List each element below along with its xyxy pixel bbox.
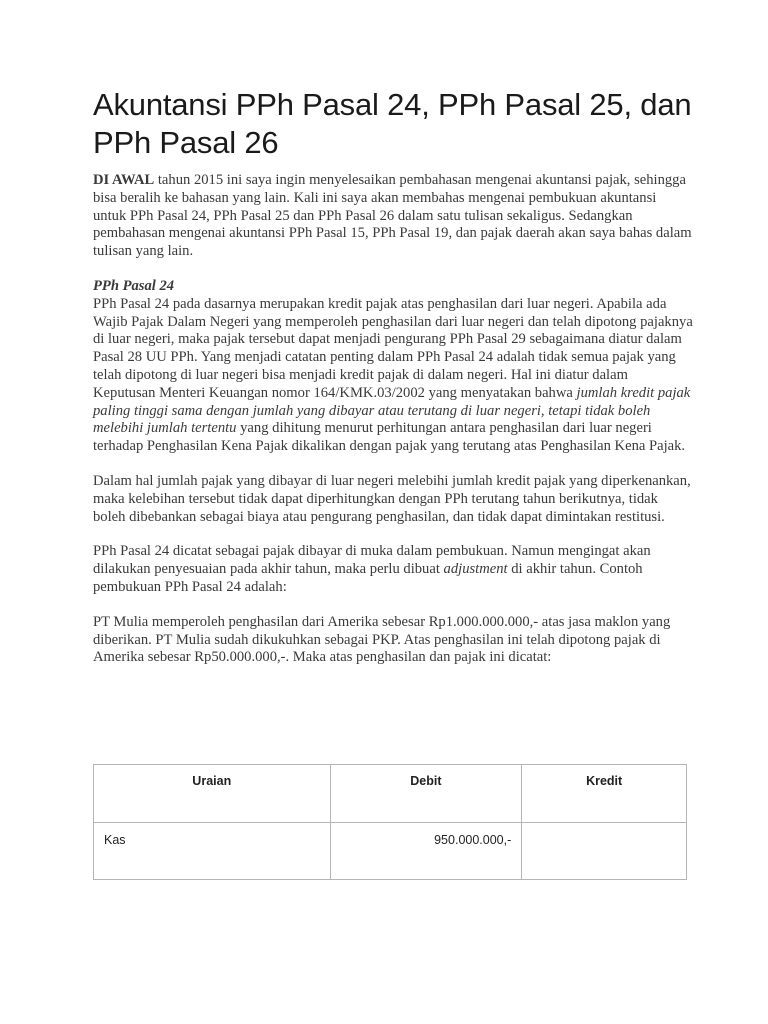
pasal24-p3-italic: adjustment [443, 561, 508, 578]
header-debit: Debit [330, 765, 522, 823]
cell-uraian: Kas [94, 823, 331, 880]
journal-table [93, 764, 687, 880]
intro-paragraph [93, 172, 693, 261]
table-row [94, 823, 687, 880]
header-uraian: Uraian [94, 765, 331, 823]
header-kredit: Kredit [522, 765, 687, 823]
page-title: Akuntansi PPh Pasal 24, PPh Pasal 25, dan PPh Pasal 26 [93, 87, 692, 160]
pasal24-p3-text-end: di akhir tahun. Contoh pembukuan PPh Pasal 24 adalah: [93, 561, 643, 595]
document-page [93, 86, 693, 847]
section-heading-pph-pasal-24: PPh Pasal 24 [93, 277, 175, 294]
pasal24-p1-italic: jumlah kredit pajak paling tinggi sama dengan jumlah yang dibayar atau terutang di luar negeri, tetapi tidak boleh melebihi jumlah tertentu [93, 384, 691, 437]
pasal24-paragraph-2: Dalam hal jumlah pajak yang dibayar di luar negeri melebihi jumlah kredit pajak yang diperkenankan, maka kelebihan tersebut tidak dapat diperhitungkan dengan PPh terutang tahun berikutnya, tidak boleh dibebankan sebagai biaya atau pengurang penghasilan, dan tidak dapat dimintakan restitusi. [93, 472, 691, 525]
intro-text: tahun 2015 ini saya ingin menyelesaikan pembahasan mengenai akuntansi pajak, sehingga bisa beralih ke bahasan yang lain. Kali ini saya akan membahas mengenai pembukuan akuntansi untuk PPh Pasal 24, PPh Pasal 25 dan PPh Pasal 26 dalam satu tulisan sekaligus. Sedangkan pembahasan mengenai akuntansi PPh Pasal 15, PPh Pasal 19, dan pajak daerah akan saya bahas dalam tulisan yang lain. [93, 172, 692, 260]
pasal24-p1-text-end: yang dihitung menurut perhitungan antara penghasilan dari luar negeri terhadap Penghasilan Kena Pajak dikalikan dengan pajak yang terutang atas Penghasilan Kena Pajak. [93, 420, 686, 455]
cell-debit: 950.000.000,- [330, 823, 522, 880]
pasal24-p3-text: PPh Pasal 24 dicatat sebagai pajak dibayar di muka dalam pembukuan. Namun mengingat akan dilakukan penyesuaian pada akhir tahun, maka perlu dibuat [93, 543, 651, 578]
pasal24-paragraph-3 [93, 543, 693, 596]
pasal24-paragraph-1 [93, 296, 693, 456]
pasal24-paragraph-4: PT Mulia memperoleh penghasilan dari Amerika sebesar Rp1.000.000.000,- atas jasa maklon yang diberikan. PT Mulia sudah dikukuhkan sebagai PKP. Atas penghasilan ini telah dipotong pajak di Amerika sebesar Rp50.000.000,-. Maka atas penghasilan dan pajak ini dicatat: [93, 613, 671, 666]
journal-header-row [94, 765, 687, 823]
intro-lead: DI AWAL [93, 172, 155, 188]
cell-kredit [522, 823, 687, 880]
pasal24-p1-text: PPh Pasal 24 pada dasarnya merupakan kredit pajak atas penghasilan dari luar negeri. Apabila ada Wajib Pajak Dalam Negeri yang memperoleh penghasilan dari luar negeri dan telah dipotong pajaknya di luar negeri, maka pajak tersebut dapat menjadi pengurang PPh Pasal 29 sebagaimana diatur dalam Pasal 28 UU PPh. Yang menjadi catatan penting dalam PPh Pasal 24 adalah tidak semua pajak yang telah dipotong di luar negeri bisa menjadi kredit pajak di dalam negeri. Hal ini diatur dalam Keputusan Menteri Keuangan nomor 164/KMK.03/2002 yang menyatakan bahwa [93, 295, 693, 401]
